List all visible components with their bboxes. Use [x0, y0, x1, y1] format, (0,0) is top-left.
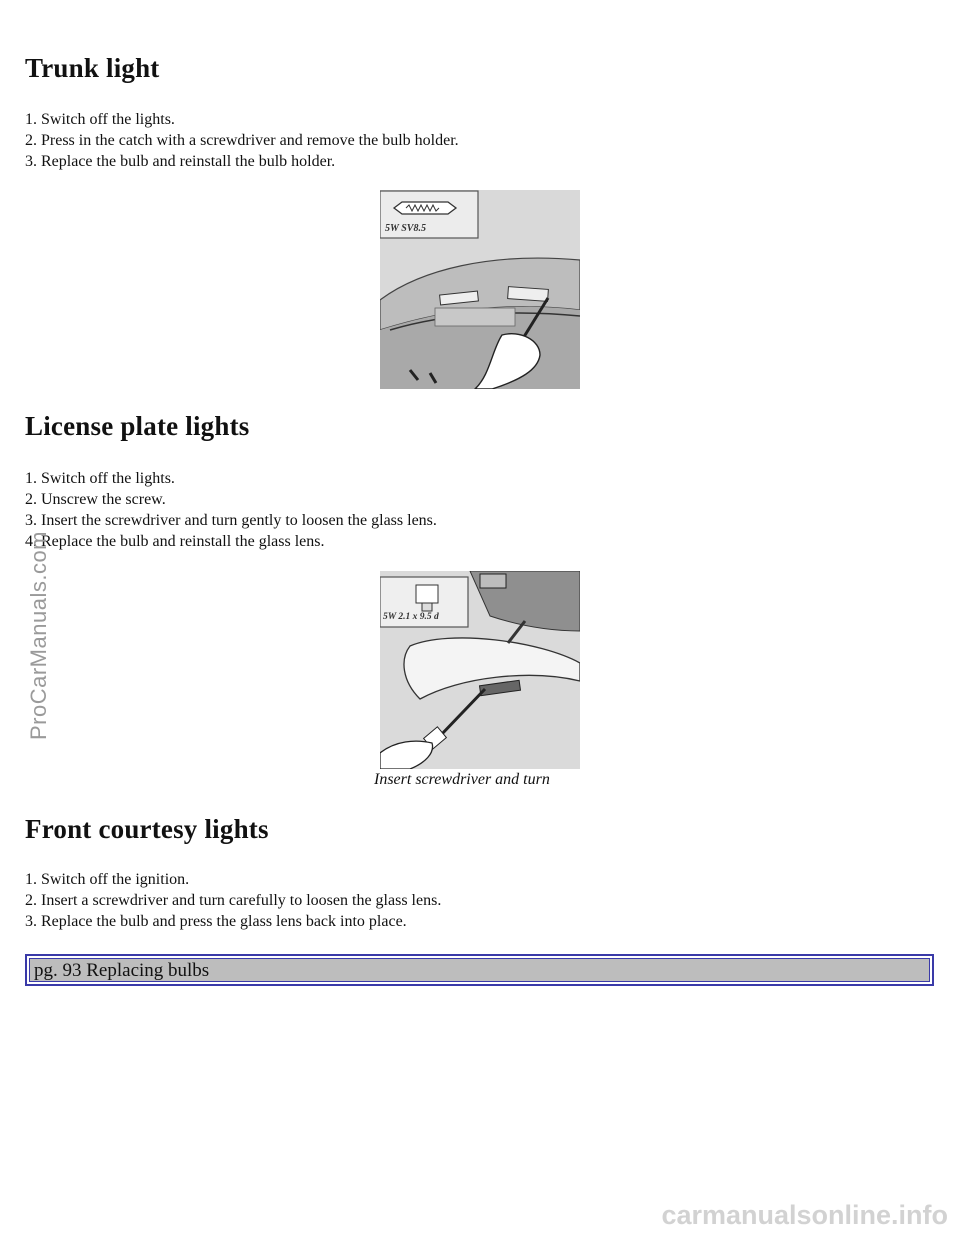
step-item: 2. Unscrew the screw. [25, 491, 166, 508]
svg-text:5W 2.1 x 9.5 d: 5W 2.1 x 9.5 d [383, 612, 439, 622]
step-item: 3. Replace the bulb and reinstall the bulb holder. [25, 153, 336, 170]
step-item: 2. Insert a screwdriver and turn carefully to loosen the glass lens. [25, 892, 442, 909]
festoon-bulb-icon [394, 202, 456, 214]
license-plate-illustration [380, 571, 580, 769]
step-item: 3. Replace the bulb and press the glass lens back into place. [25, 913, 407, 930]
step-item: 2. Press in the catch with a screwdriver and remove the bulb holder. [25, 132, 459, 149]
page-footer-label: pg. 93 Replacing bulbs [29, 958, 930, 982]
step-item: 1. Switch off the ignition. [25, 871, 190, 888]
step-item: 1. Switch off the lights. [25, 111, 175, 128]
step-item: 1. Switch off the lights. [25, 470, 175, 487]
bottom-watermark: carmanualsonline.info [661, 1200, 948, 1230]
step-item: 3. Insert the screwdriver and turn gently to loosen the glass lens. [25, 512, 437, 529]
section-heading-front-courtesy-lights: Front courtesy lights [25, 814, 269, 844]
section-heading-trunk-light: Trunk light [25, 53, 160, 83]
side-watermark: ProCarManuals.com [26, 530, 51, 740]
page-footer-bar [25, 954, 934, 986]
trunk-light-illustration [380, 190, 580, 389]
figure-caption: Insert screwdriver and turn [374, 771, 550, 788]
step-item: 4. Replace the bulb and reinstall the glass lens. [25, 533, 325, 550]
section-heading-license-plate-lights: License plate lights [25, 411, 250, 441]
trunk-light-steps [25, 109, 459, 172]
license-plate-steps [25, 468, 437, 552]
courtesy-lights-steps [25, 869, 441, 932]
svg-text:5W SV8.5: 5W SV8.5 [385, 223, 426, 234]
